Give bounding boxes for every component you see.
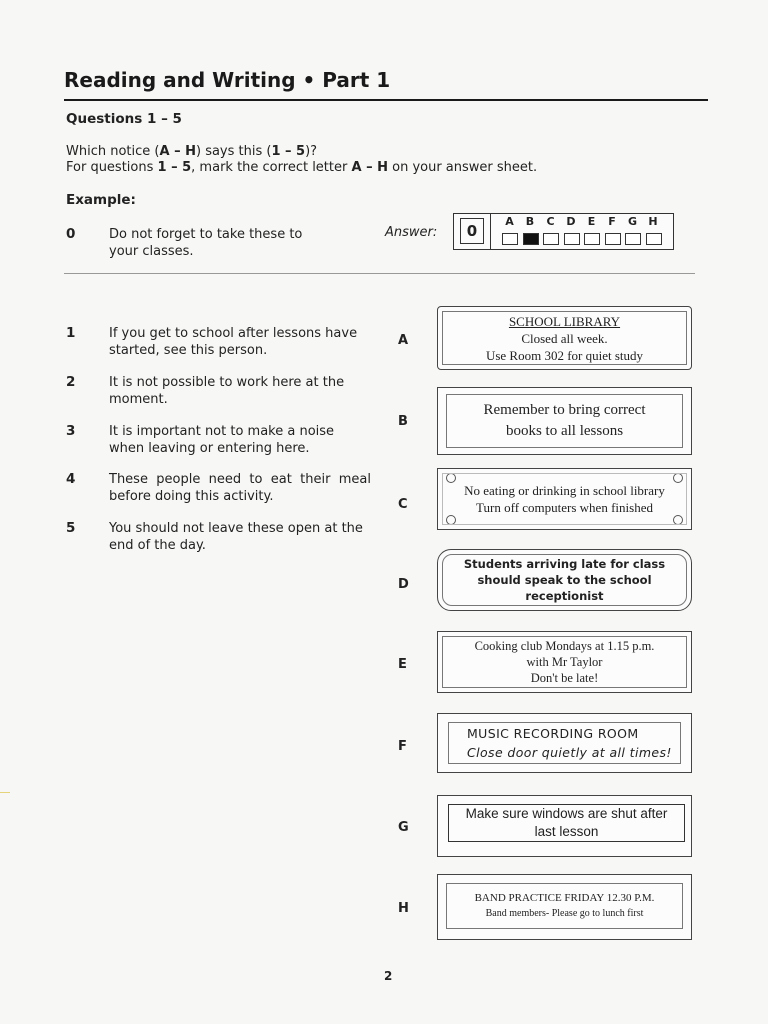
notice-letter: D xyxy=(398,577,409,592)
notice-line: Use Room 302 for quiet study xyxy=(485,347,644,363)
notice-line: should speak to the school receptionist xyxy=(477,573,652,603)
question-number: 1 xyxy=(66,325,76,341)
page-number: 2 xyxy=(384,969,393,983)
instruction-line-2: For questions 1 – 5, mark the correct letter A – H on your answer sheet. xyxy=(66,160,538,175)
notice-c xyxy=(437,468,692,530)
notice-letter: A xyxy=(398,333,409,348)
answer-cell xyxy=(523,233,539,245)
questions-heading: Questions 1 – 5 xyxy=(66,111,182,127)
question-number: 2 xyxy=(66,374,76,390)
answer-cell xyxy=(543,233,559,245)
answer-cell xyxy=(625,233,641,245)
question-text: You should not leave these open at the end of the day. xyxy=(109,521,363,553)
answer-label: Answer: xyxy=(385,225,438,240)
title-rule xyxy=(64,99,708,101)
question-text: These people need to eat their meal before doing this activity. xyxy=(109,472,371,504)
question-number: 5 xyxy=(66,520,76,536)
example-number: 0 xyxy=(66,226,76,242)
notice-letter: F xyxy=(398,739,407,754)
notice-letter: E xyxy=(398,657,407,672)
notice-h xyxy=(437,874,692,940)
page-title: Reading and Writing • Part 1 xyxy=(64,68,391,92)
question-text: It is important not to make a noise when leaving or entering here. xyxy=(109,424,335,456)
notice-line: Cooking club Mondays at 1.15 p.m. xyxy=(474,639,655,653)
example-separator xyxy=(64,273,695,274)
answer-cell xyxy=(584,233,600,245)
notice-line: SCHOOL LIBRARY xyxy=(508,313,621,329)
question-number: 4 xyxy=(66,471,76,487)
example-text: Do not forget to take these to your classes. xyxy=(109,227,303,259)
notice-line: books to all lessons xyxy=(505,423,624,439)
notice-e xyxy=(437,631,692,693)
notice-line: Close door quietly at all times! xyxy=(467,745,672,760)
answer-cell xyxy=(502,233,518,245)
notice-d xyxy=(437,549,692,611)
notice-line: Turn off computers when finished xyxy=(476,500,653,515)
answer-letter: H xyxy=(648,215,658,228)
instruction-line-1: Which notice (A – H) says this (1 – 5)? xyxy=(66,144,318,159)
example-answer-box xyxy=(453,213,674,250)
notice-line: No eating or drinking in school library xyxy=(464,483,665,498)
answer-letter: F xyxy=(608,215,616,228)
question-number: 3 xyxy=(66,423,76,439)
notice-line: Closed all week. xyxy=(521,330,608,346)
answer-cell xyxy=(646,233,662,245)
answer-cell xyxy=(605,233,621,245)
notice-letter: H xyxy=(398,901,409,916)
notice-line: last lesson xyxy=(534,824,599,839)
example-label: Example: xyxy=(66,192,136,208)
answer-letter: A xyxy=(505,215,514,228)
notice-line: with Mr Taylor xyxy=(526,655,603,669)
answer-letter: G xyxy=(627,215,638,228)
notice-line: Don't be late! xyxy=(530,671,599,685)
question-text: If you get to school after lessons have started, see this person. xyxy=(109,326,358,358)
answer-number: 0 xyxy=(454,214,491,249)
notice-line: MUSIC RECORDING ROOM xyxy=(467,726,639,741)
edge-mark xyxy=(0,792,10,793)
notice-line: Band members- Please go to lunch first xyxy=(485,908,644,919)
notice-g xyxy=(437,795,692,857)
answer-letter: D xyxy=(566,215,576,228)
notice-letter: G xyxy=(398,820,409,835)
answer-cell xyxy=(564,233,580,245)
answer-letter: B xyxy=(525,215,535,228)
notice-line: Students arriving late for class xyxy=(463,557,666,571)
notice-line: Remember to bring correct xyxy=(483,402,646,418)
notice-f xyxy=(437,713,692,773)
notice-letter: B xyxy=(398,414,408,429)
answer-letter: C xyxy=(546,215,555,228)
notice-letter: C xyxy=(398,497,408,512)
answer-letter: E xyxy=(587,215,596,228)
notice-a xyxy=(437,306,692,370)
question-text: It is not possible to work here at the moment. xyxy=(109,375,345,407)
notice-line: BAND PRACTICE FRIDAY 12.30 P.M. xyxy=(474,892,655,904)
notice-line: Make sure windows are shut after xyxy=(465,806,668,821)
notice-b xyxy=(437,387,692,455)
